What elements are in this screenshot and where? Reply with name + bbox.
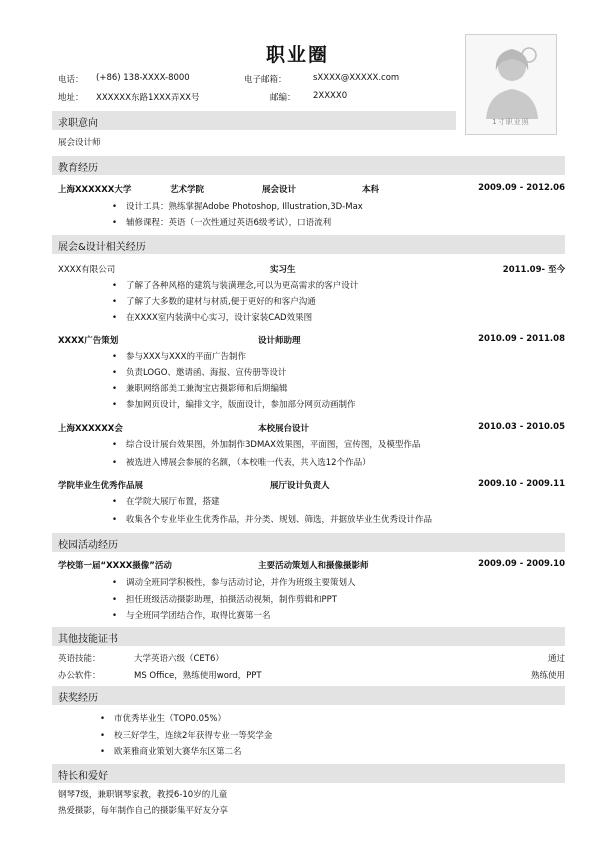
skill-level: 熟练使用 xyxy=(530,671,565,681)
zip-value: 2XXXX0 xyxy=(313,91,348,101)
resume-name: 职业圈 xyxy=(265,44,329,66)
skill-value: 大学英语六级（CET6） xyxy=(134,654,224,664)
list-item: • 兼职网络部美工兼淘宝店摄影师和后期编辑 xyxy=(112,384,288,394)
job-dates: 2010.09 - 2011.08 xyxy=(478,334,565,344)
list-item: • 市优秀毕业生（TOP0.05%） xyxy=(100,714,227,724)
list-item: • 辅修课程：英语（一次性通过英语6级考试），口语流利 xyxy=(112,218,332,228)
hobby-line: 钢琴7级，兼职钢琴家教，教授6-10岁的儿童 xyxy=(58,790,228,800)
section-title: 求职意向 xyxy=(58,118,98,129)
section-campus xyxy=(52,533,565,552)
list-item: • 综合设计展台效果图，外加制作3DMAX效果图，平面图，宣传图，及模型作品 xyxy=(112,440,421,450)
list-item: • 参加网页设计，编排文字，版面设计，参加部分网页动画制作 xyxy=(112,400,356,410)
list-item: • 在XXXX室内装潢中心实习，设计家装CAD效果图 xyxy=(112,313,313,323)
section-title: 特长和爱好 xyxy=(58,771,108,782)
section-experience xyxy=(52,235,565,254)
education-degree: 本科 xyxy=(362,185,380,195)
skill-label: 英语技能： xyxy=(58,654,101,664)
list-item: • 与全班同学团结合作，取得比赛第一名 xyxy=(112,611,271,621)
zip-label: 邮编： xyxy=(270,93,296,103)
job-role: 本校展台设计 xyxy=(258,424,310,434)
campus-event: 学校第一届“XXXX摄像”活动 xyxy=(58,561,172,571)
section-skills xyxy=(52,627,565,646)
skill-value: MS Office，熟练使用word，PPT xyxy=(134,671,262,681)
campus-role: 主要活动策划人和摄像摄影师 xyxy=(258,561,369,571)
email-value[interactable]: sXXXX@XXXXX.com xyxy=(313,73,400,83)
section-education xyxy=(52,156,565,175)
objective-text: 展会设计师 xyxy=(58,138,101,148)
section-objective xyxy=(52,111,456,130)
list-item: • 了解了大多数的建材与材质,便于更好的和客户沟通 xyxy=(112,297,316,307)
campus-dates: 2009.09 - 2009.10 xyxy=(478,559,565,569)
section-hobbies xyxy=(52,764,565,783)
skill-level: 通过 xyxy=(547,654,565,664)
list-item: • 参与XXX与XXX的平面广告制作 xyxy=(112,352,246,362)
list-item: • 被选进入博展会参展的名额，（本校唯一代表，共入选12个作品） xyxy=(112,458,371,468)
education-major: 展会设计 xyxy=(262,185,297,195)
job-role: 实习生 xyxy=(270,265,296,275)
job-company: 上海XXXXXX会 xyxy=(58,424,123,434)
list-item: • 校三好学生，连续2年获得专业一等奖学金 xyxy=(100,731,273,741)
section-title: 展会&设计相关经历 xyxy=(58,242,146,253)
list-item: • 收集各个专业毕业生优秀作品，并分类、规划、筛选，并据放毕业生优秀设计作品 xyxy=(112,515,433,525)
hobby-line: 热爱摄影，每年制作自己的摄影集平好友分享 xyxy=(58,806,229,816)
job-dates: 2011.09- 至今 xyxy=(502,265,565,275)
list-item: • 欧莱雅商业策划大赛华东区第二名 xyxy=(100,747,242,757)
job-dates: 2009.10 - 2009.11 xyxy=(478,479,565,489)
job-company: XXXX广告策划 xyxy=(58,336,119,346)
list-item: • 负责LOGO、邀请函、海报、宣传册等设计 xyxy=(112,368,287,378)
list-item: • 设计工具：熟练掌握Adobe Photoshop, Illustration,3D-Max xyxy=(112,202,363,212)
education-college: 艺术学院 xyxy=(170,185,205,195)
job-company: 学院毕业生优秀作品展 xyxy=(58,481,144,491)
photo-caption: 1寸职业照 xyxy=(492,118,530,126)
skill-label: 办公软件： xyxy=(58,671,101,681)
job-dates: 2010.03 - 2010.05 xyxy=(478,422,565,432)
phone-label: 电话： xyxy=(58,75,84,85)
address-label: 地址： xyxy=(58,93,84,103)
job-role: 设计师助理 xyxy=(258,336,301,346)
job-role: 展厅设计负责人 xyxy=(270,481,330,491)
list-item: • 在学院大展厅布置，搭建 xyxy=(112,497,220,507)
profile-photo xyxy=(465,34,557,135)
list-item: • 担任班级活动摄影助理，拍摄活动视频，制作剪辑和PPT xyxy=(112,595,337,605)
education-school: 上海XXXXXX大学 xyxy=(58,185,132,195)
section-title: 获奖经历 xyxy=(58,693,98,704)
email-label: 电子邮箱： xyxy=(244,75,287,85)
phone-value: (+86) 138-XXXX-8000 xyxy=(96,73,190,83)
section-title: 校园活动经历 xyxy=(58,540,118,551)
section-awards xyxy=(52,686,565,705)
list-item: • 调动全班同学积极性，参与活动讨论，并作为班级主要策划人 xyxy=(112,578,356,588)
address-value: XXXXXX东路1XXX弄XX号 xyxy=(96,93,200,103)
education-dates: 2009.09 - 2012.06 xyxy=(478,183,565,193)
list-item: • 了解了各种风格的建筑与装潢理念,可以为更高需求的客户设计 xyxy=(112,281,359,291)
section-title: 教育经历 xyxy=(58,163,98,174)
job-company: XXXX有限公司 xyxy=(58,265,116,275)
section-title: 其他技能证书 xyxy=(58,634,118,645)
